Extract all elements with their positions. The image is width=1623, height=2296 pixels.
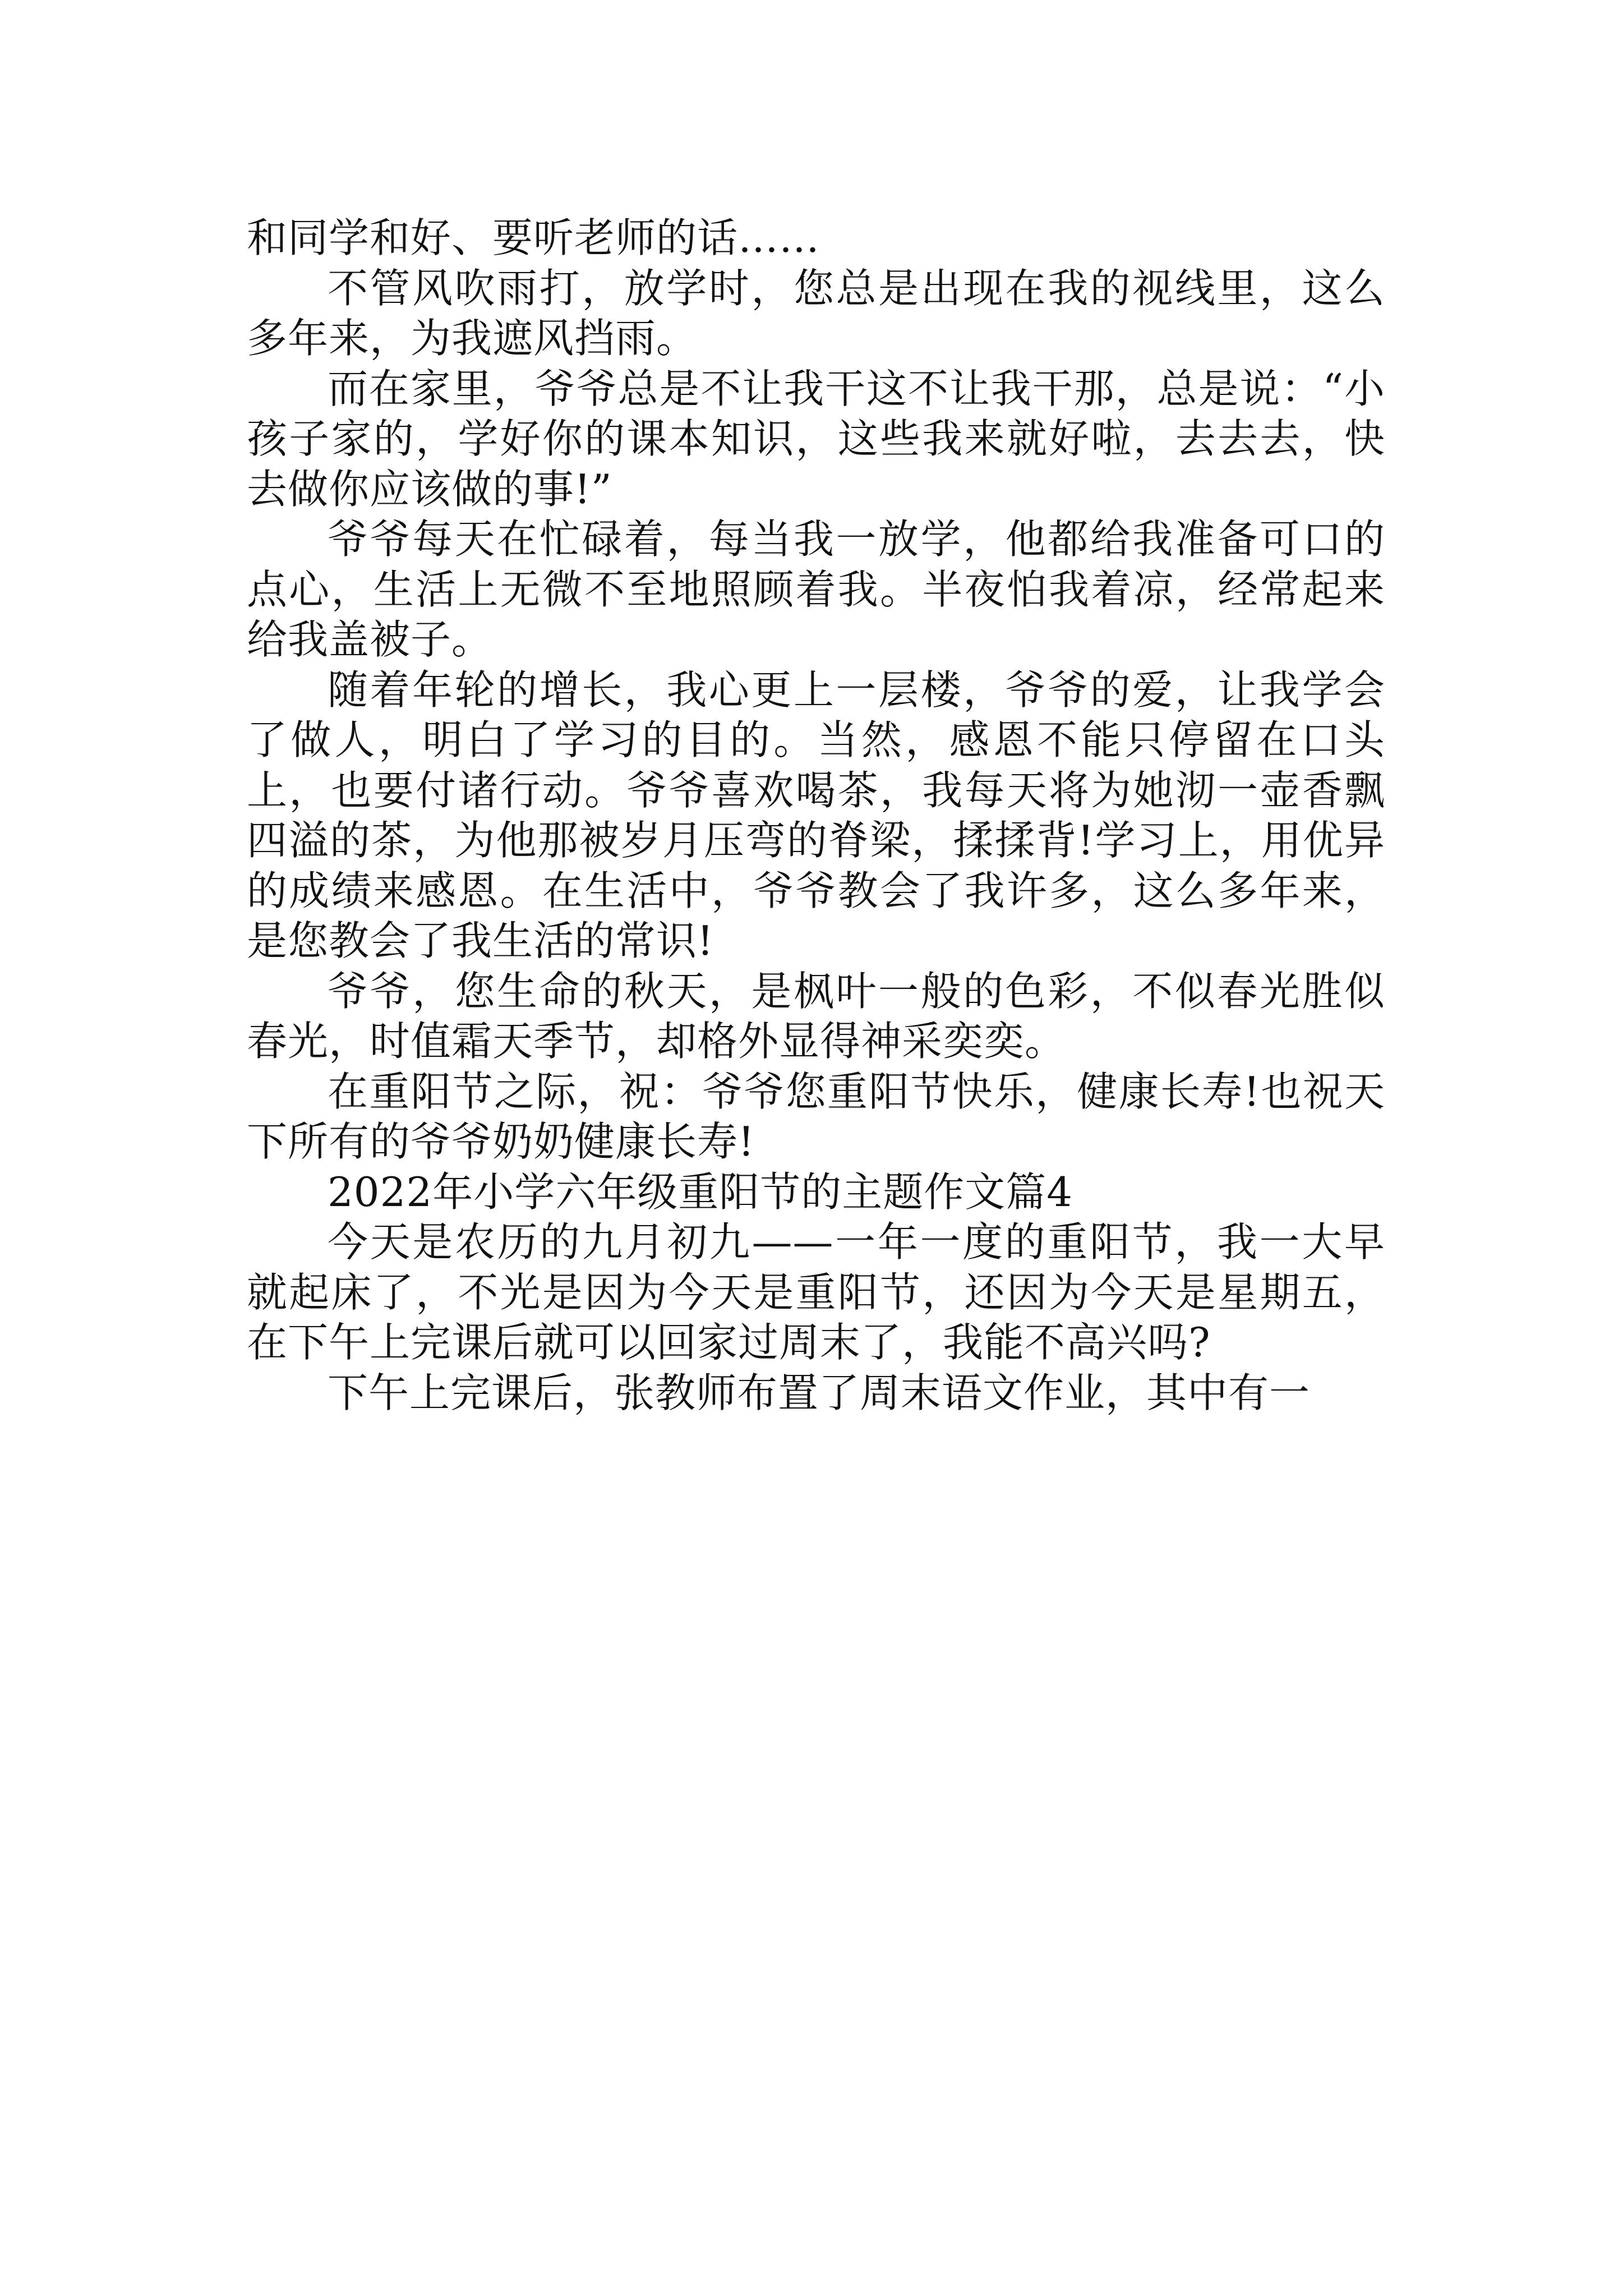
paragraph: 爷爷每天在忙碌着，每当我一放学，他都给我准备可口的点心，生活上无微不至地照顾着我。半夜怕我着凉，经常起来给我盖被子。 — [247, 516, 1385, 663]
paragraph: 不管风吹雨打，放学时，您总是出现在我的视线里，这么多年来，为我遮风挡雨。 — [247, 264, 1385, 362]
paragraph: 今天是农历的九月初九——一年一度的重阳节，我一大早就起床了，不光是因为今天是重阳节，还因为今天是星期五，在下午上完课后就可以回家过周末了，我能不高兴吗? — [247, 1218, 1385, 1366]
section-heading: 2022年小学六年级重阳节的主题作文篇4 — [328, 1168, 1073, 1216]
paragraph: 和同学和好、要听老师的话…… — [247, 214, 820, 261]
paragraph: 而在家里，爷爷总是不让我干这不让我干那，总是说：“小孩子家的，学好你的课本知识，这些我来就好啦，去去去，快去做你应该做的事!” — [247, 365, 1385, 513]
paragraph: 在重阳节之际，祝：爷爷您重阳节快乐，健康长寿!也祝天下所有的爷爷奶奶健康长寿! — [247, 1068, 1385, 1165]
paragraph: 爷爷，您生命的秋天，是枫叶一般的色彩，不似春光胜似春光，时值霜天季节，却格外显得神采奕奕。 — [247, 967, 1385, 1065]
paragraph: 下午上完课后，张教师布置了周末语文作业，其中有一 — [328, 1369, 1311, 1416]
paragraph: 随着年轮的增长，我心更上一层楼，爷爷的爱，让我学会了做人，明白了学习的目的。当然，感恩不能只停留在口头上，也要付诸行动。爷爷喜欢喝茶，我每天将为她沏一壶香飘四溢的茶，为他那被岁月压弯的脊梁，揉揉背!学习上，用优异的成绩来感恩。在生活中，爷爷教会了我许多，这么多年来，是您教会了我生活的常识! — [247, 666, 1385, 964]
document-body — [247, 213, 1385, 1418]
